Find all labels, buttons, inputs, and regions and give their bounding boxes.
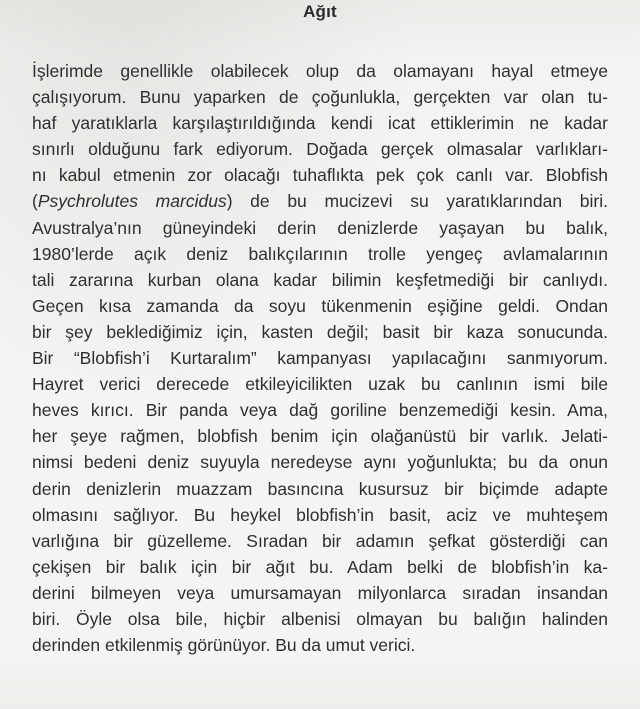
text-line: derini bilmeyen veya umursamayan milyonlarca sıradan insandan <box>32 582 608 603</box>
text-line: bir şey beklediğimiz için, kasten değil; basit bir kaza sonucunda. <box>32 321 608 342</box>
page-title: Ağıt <box>303 2 337 21</box>
text-line: varlığına bir güzelleme. Sıradan bir adamın şefkat gösterdiği can <box>32 530 608 551</box>
text-line: Hayret verici derecede etkileyicilikten uzak bu canlının ismi bile <box>32 374 608 395</box>
text-line: sınırlı olduğunu fark ediyorum. Doğada gerçek olmasalar varlıkları- <box>32 139 608 160</box>
text-line-with-species-name <box>32 188 608 214</box>
text-line: çekişen bir balık için bir ağıt bu. Adam belki de blobfish’in ka- <box>32 556 608 577</box>
text-line: Bir “Blobfish’i Kurtaralım” kampanyası yapılacağını sanmıyorum. <box>32 348 608 369</box>
text-line: tali zararına kurban olana kadar bilimin keşfetmediği bir canlıydı. <box>32 269 608 290</box>
text-line: 1980’lerde açık deniz balıkçılarının trolle yengeç avlamalarının <box>32 243 608 264</box>
text-line: Geçen kısa zamanda da soyu tükenmenin eşiğine geldi. Ondan <box>32 295 608 316</box>
text-line: nimsi bedeni deniz suyuyla neredeyse aynı yoğunlukta; bu da onun <box>32 452 608 473</box>
species-line-remainder: ) de bu mucizevi su yaratıklarından biri. <box>226 191 608 212</box>
species-open-paren: ( <box>32 191 38 212</box>
text-line: Avustralya’nın güneyindeki derin denizlerde yaşayan bu balık, <box>32 217 608 238</box>
body-paragraph <box>32 58 608 658</box>
text-line: çalışıyorum. Bunu yaparken de çoğunlukla, gerçekten var olan tu- <box>32 87 608 108</box>
species-latin-name: Psychrolutes marcidus <box>37 191 227 212</box>
text-line: olmasını sağlıyor. Bu heykel blobfish’in basit, aciz ve muhteşem <box>32 504 608 525</box>
text-line: İşlerimde genellikle olabilecek olup da olamayanı hayal etmeye <box>32 61 608 81</box>
text-line: heves kırıcı. Bir panda veya dağ goriline benzemediği kesin. Ama, <box>32 400 608 421</box>
text-line: nı kabul etmenin zor olacağı tuhaflıkta pek çok canlı var. Blobfish <box>32 165 608 186</box>
text-line: biri. Öyle olsa bile, hiçbir albenisi olmayan bu balığın halinden <box>32 608 608 629</box>
text-line: derin denizlerin muazzam basıncına kusursuz bir biçimde adapte <box>32 478 608 499</box>
text-line: haf yaratıklarla karşılaştırıldığında kendi icat ettiklerimin ne kadar <box>32 113 608 134</box>
text-line-last: derinden etkilenmiş görünüyor. Bu da umut verici. <box>32 635 416 656</box>
text-line: her şeye rağmen, blobfish benim için olağanüstü bir varlık. Jelati- <box>32 426 608 447</box>
